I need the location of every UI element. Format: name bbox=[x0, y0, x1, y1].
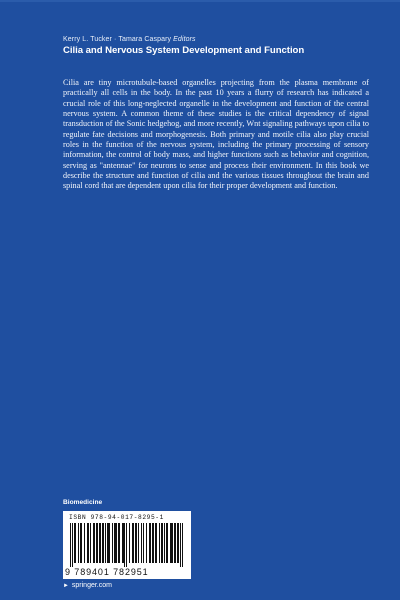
barcode-icon bbox=[69, 523, 185, 567]
series-name: Biomedicine bbox=[63, 499, 103, 506]
barcode-number: 9 789401 782951 bbox=[65, 567, 149, 577]
authors-line bbox=[63, 36, 196, 43]
book-title: Cilia and Nervous System Development and Function bbox=[63, 45, 305, 56]
isbn-barcode-box bbox=[63, 511, 191, 579]
publisher-website[interactable] bbox=[63, 582, 112, 589]
isbn-text: ISBN 978-94-017-8295-1 bbox=[69, 514, 164, 521]
editors-label: Editors bbox=[173, 36, 196, 43]
author-names: Kerry L. Tucker · Tamara Caspary bbox=[63, 36, 172, 43]
top-rule bbox=[0, 0, 400, 2]
website-label: springer.com bbox=[71, 582, 112, 589]
arrow-icon: ► bbox=[63, 583, 69, 589]
book-description: Cilia are tiny microtubule-based organelles projecting from the plasma membrane of practically all cells in the body. In the past 10 years a flurry of research has indicated a crucial role of this long-neglected organelle in the development and function of the central nervous system. A common theme of these studies is the critical dependency of signal transduction of the Sonic hedgehog, and more recently, Wnt signaling pathways upon cilia to regulate fate decisions and morphogenesis. Both primary and motile cilia also play crucial roles in the function of the nervous system, including the primary processing of sensory information, the control of body mass, and higher functions such as behavior and cognition, serving as "antennae" for neurons to sense and process their environment. In this book we describe the structure and function of cilia and the various tissues throughout the brain and spinal cord that are dependent upon cilia for their proper development and function. bbox=[63, 78, 369, 191]
